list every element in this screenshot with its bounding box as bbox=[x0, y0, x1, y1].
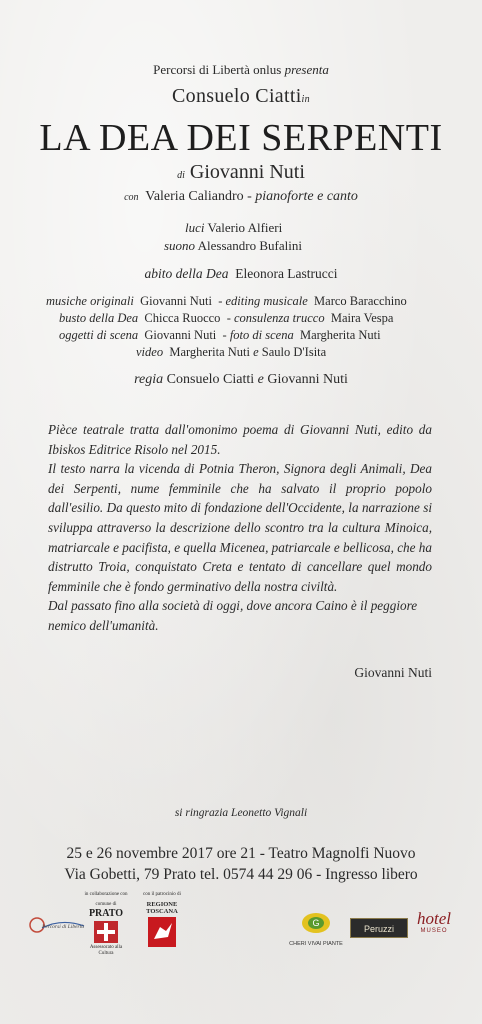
prato-crest-icon bbox=[84, 919, 128, 945]
pegasus-crest-icon bbox=[140, 915, 184, 949]
event-address: Via Gobetti, 79 Prato tel. 0574 44 29 06 - Ingresso libero bbox=[64, 866, 418, 883]
svg-text:G: G bbox=[312, 918, 320, 928]
credit-role: musiche originali bbox=[46, 294, 134, 308]
acknowledgement: si ringrazia Leonetto Vignali bbox=[174, 807, 308, 819]
toscana-name: REGIONE TOSCANA bbox=[146, 901, 178, 915]
museo-label: MUSEO bbox=[420, 928, 448, 934]
tree-icon bbox=[286, 912, 346, 936]
credit-suono bbox=[164, 238, 302, 254]
credit-name: Valerio Alfieri bbox=[207, 220, 283, 235]
percorsi-logo bbox=[28, 914, 86, 936]
credit-and: e bbox=[253, 345, 259, 359]
credit-role: suono bbox=[164, 238, 196, 253]
credit-role: regia bbox=[134, 372, 164, 387]
lead-actor-line bbox=[0, 85, 482, 108]
credit-row-3 bbox=[59, 328, 381, 343]
credit-name: Saulo D'Isita bbox=[261, 345, 327, 359]
description-paragraph: Pièce teatrale tratta dall'omonimo poema di Giovanni Nuti, edito da Ibiskos Editrice Risolo nel 2015. bbox=[48, 422, 432, 457]
hotel-museo-logo bbox=[414, 910, 454, 950]
credit-name: Alessandro Bufalini bbox=[197, 238, 302, 253]
percorsi-label: Percorsi di Libertà bbox=[42, 924, 84, 930]
prato-caption: in collaborazione con bbox=[84, 892, 128, 897]
peruzzi-logo bbox=[350, 918, 408, 938]
with-role: - pianoforte e canto bbox=[247, 189, 358, 204]
credit-and: e bbox=[257, 372, 264, 387]
credit-role: oggetti di scena bbox=[59, 328, 139, 342]
prato-footer: Assessorato alla Cultura bbox=[89, 945, 123, 956]
credit-row-2 bbox=[59, 311, 393, 326]
credit-row-1 bbox=[46, 294, 407, 309]
credit-name: Giovanni Nuti bbox=[267, 372, 348, 387]
lead-actor: Consuelo Ciatti bbox=[172, 85, 302, 107]
author-name: Giovanni Nuti bbox=[189, 161, 305, 183]
presenter-org: Percorsi di Libertà onlus bbox=[153, 62, 282, 77]
credit-name: Maira Vespa bbox=[330, 311, 394, 325]
credit-role: - foto di scena bbox=[222, 328, 294, 342]
prato-logo bbox=[84, 892, 128, 956]
credit-role: - editing musicale bbox=[218, 294, 308, 308]
with-line bbox=[0, 189, 482, 205]
play-title: LA DEA DEI SERPENTI bbox=[39, 117, 443, 159]
credit-role: busto della Dea bbox=[59, 311, 139, 325]
credit-role: video bbox=[136, 345, 164, 359]
lead-in: in bbox=[301, 94, 310, 105]
event-date: 25 e 26 novembre 2017 ore 21 - Teatro Magnolfi Nuovo bbox=[66, 845, 416, 862]
credit-name: Giovanni Nuti bbox=[144, 328, 217, 342]
cheri-logo bbox=[286, 912, 346, 952]
credit-name: Consuelo Ciatti bbox=[166, 372, 255, 387]
prato-sub: comune di bbox=[95, 902, 117, 907]
toscana-logo bbox=[140, 892, 184, 956]
cheri-label: CHERI VIVAI PIANTE bbox=[289, 941, 343, 947]
credit-role: - consulenza trucco bbox=[226, 311, 325, 325]
signature: Giovanni Nuti bbox=[354, 665, 432, 680]
description-paragraph: Il testo narra la vicenda di Potnia Theron, Signora degli Animali, Dea dei Serpenti, nume femminile che ha salvato il proprio popolo dall'esilio. Da questo mito di fondazione dell'Occidente, la narrazione si sviluppa attraverso la descrizione dello scontro tra la cultura Minoica, matriarcale e pacifista, e quella Micenea, patriarcale e bellicosa, che ha distrutto Troia, conquistato Creta e tentato di cancellare quel mondo femminile che è fondo germinativo della nostra civiltà. bbox=[48, 461, 432, 594]
description-paragraph: Dal passato fino alla società di oggi, dove ancora Caino è il peggiore nemico dell'umanità. bbox=[48, 598, 418, 633]
description bbox=[48, 420, 432, 636]
credit-name: Margherita Nuti bbox=[169, 345, 250, 359]
credit-regia bbox=[0, 372, 482, 388]
credit-row-4 bbox=[136, 345, 326, 360]
credit-name: Marco Baracchino bbox=[314, 294, 407, 308]
toscana-caption: con il patrocinio di bbox=[143, 892, 181, 897]
credit-role: abito della Dea bbox=[144, 266, 229, 281]
prato-name: PRATO bbox=[88, 908, 124, 919]
peruzzi-label: Peruzzi bbox=[363, 924, 394, 934]
presenter-line bbox=[0, 62, 482, 78]
credit-name: Chicca Ruocco bbox=[144, 311, 221, 325]
credit-name: Eleonora Lastrucci bbox=[235, 266, 338, 281]
credit-name: Margherita Nuti bbox=[299, 328, 381, 342]
credit-luci bbox=[185, 220, 282, 236]
sponsor-logos bbox=[0, 892, 482, 962]
credit-abito bbox=[0, 266, 482, 282]
author-line bbox=[0, 161, 482, 184]
author-prefix: di bbox=[177, 170, 185, 181]
presenter-verb: presenta bbox=[284, 62, 329, 77]
credit-role: luci bbox=[185, 220, 205, 235]
with-prefix: con bbox=[124, 192, 139, 203]
with-name: Valeria Caliandro bbox=[145, 189, 244, 204]
credit-name: Giovanni Nuti bbox=[140, 294, 212, 308]
hotel-label: hotel bbox=[417, 909, 451, 928]
